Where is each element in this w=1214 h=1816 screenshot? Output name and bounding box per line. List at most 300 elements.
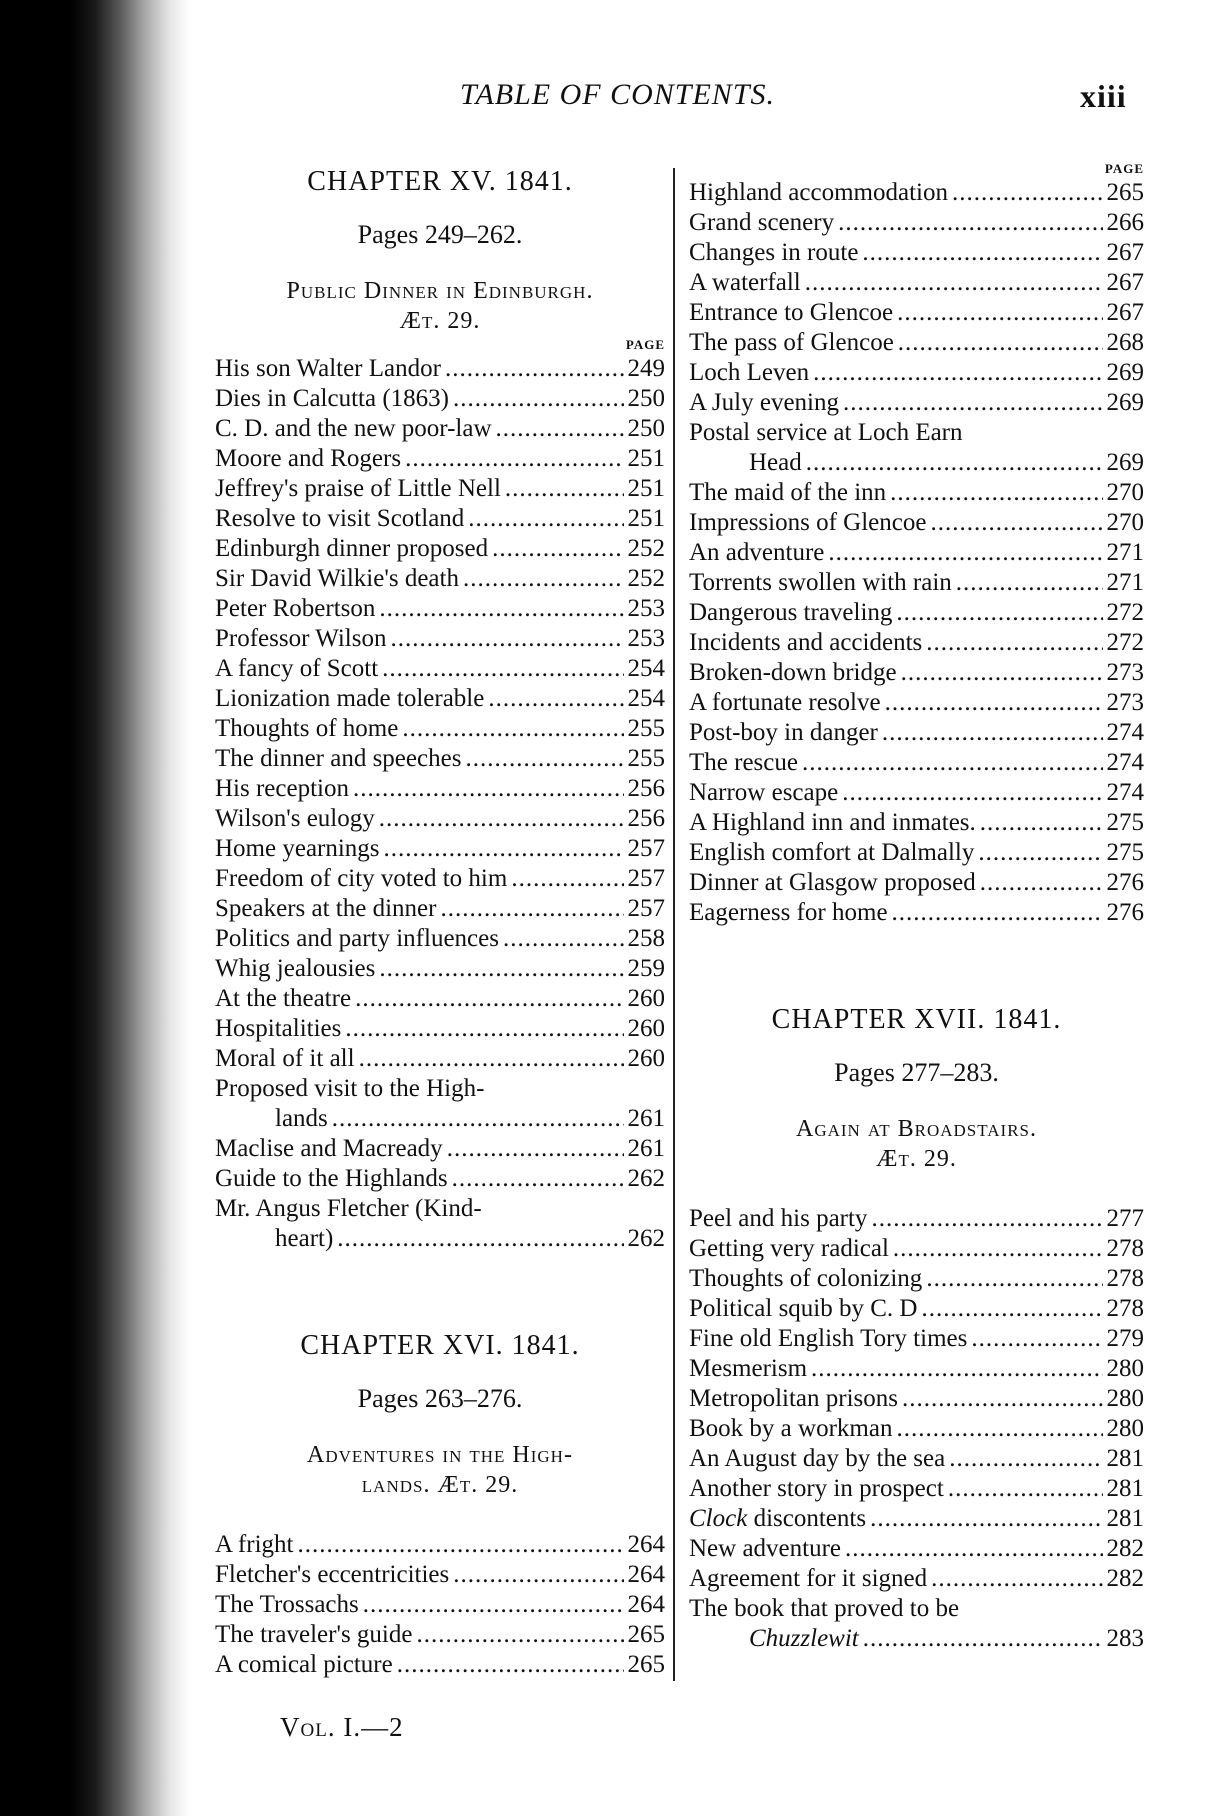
leader-dots xyxy=(384,834,624,864)
toc-entry[interactable] xyxy=(215,774,665,804)
entry-page: 269 xyxy=(1106,449,1144,476)
entry-page: 261 xyxy=(627,1135,665,1162)
entry-text: A fancy of Scott xyxy=(215,655,379,682)
toc-entry[interactable] xyxy=(689,298,1144,328)
entry-text: A waterfall xyxy=(689,269,801,296)
leader-dots xyxy=(901,658,1103,688)
entry-text: Speakers at the dinner xyxy=(215,895,437,922)
toc-entry[interactable] xyxy=(689,898,1144,928)
chapter-15-entries xyxy=(215,354,665,1074)
leader-dots xyxy=(397,1650,624,1680)
entry-page: 264 xyxy=(627,1561,665,1588)
entry-text: The Trossachs xyxy=(215,1591,359,1618)
leader-dots xyxy=(379,954,623,984)
toc-entry[interactable] xyxy=(689,178,1144,208)
leader-dots xyxy=(892,898,1103,928)
leader-dots xyxy=(890,478,1102,508)
page-column-label: PAGE xyxy=(625,337,665,352)
entry-text: Broken-down bridge xyxy=(689,659,897,686)
entry-page: 280 xyxy=(1106,1385,1144,1412)
toc-entry[interactable] xyxy=(689,1354,1144,1384)
leader-dots xyxy=(379,804,624,834)
leader-dots xyxy=(503,924,624,954)
entry-page: 253 xyxy=(627,595,665,622)
chapter-16-entries-cont-b xyxy=(689,478,1144,928)
entry-page: 254 xyxy=(627,655,665,682)
chapter-17-heading: Again at Broadstairs. xyxy=(796,1116,1037,1142)
leader-dots xyxy=(297,1530,623,1560)
chapter-15-age: Æt. 29. xyxy=(399,308,481,334)
entry-page: 282 xyxy=(1106,1565,1144,1592)
entry-text: Head xyxy=(749,449,802,476)
entry-page: 281 xyxy=(1106,1445,1144,1472)
entry-page: 250 xyxy=(627,385,665,412)
leader-dots xyxy=(805,268,1103,298)
entry-text: Lionization made tolerable xyxy=(215,685,485,712)
entry-text: Maclise and Macready xyxy=(215,1135,443,1162)
leader-dots xyxy=(355,984,623,1014)
chapter-15-pages: Pages 249–262. xyxy=(357,220,523,249)
leader-dots xyxy=(505,474,624,504)
entry-text: Hospitalities xyxy=(215,1015,342,1042)
leader-dots xyxy=(379,594,623,624)
toc-entry[interactable] xyxy=(689,1414,1144,1444)
toc-entry[interactable] xyxy=(689,238,1144,268)
toc-entry[interactable] xyxy=(689,568,1144,598)
entry-page: 251 xyxy=(627,505,665,532)
toc-entry[interactable] xyxy=(689,688,1144,718)
toc-entry[interactable] xyxy=(689,508,1144,538)
entry-text: Highland accommodation xyxy=(689,179,948,206)
leader-dots xyxy=(949,1444,1102,1474)
entry-text: Dangerous traveling xyxy=(689,599,893,626)
toc-entry[interactable] xyxy=(689,418,1144,478)
leader-dots xyxy=(862,238,1102,268)
toc-entry[interactable] xyxy=(689,1384,1144,1414)
entry-page: 275 xyxy=(1106,839,1144,866)
chapter-17-title: CHAPTER XVII. 1841. xyxy=(771,1004,1062,1035)
toc-entry[interactable] xyxy=(215,744,665,774)
toc-entry[interactable] xyxy=(689,1474,1144,1504)
entry-text: Thoughts of colonizing xyxy=(689,1265,923,1292)
leader-dots xyxy=(882,718,1103,748)
toc-entry[interactable] xyxy=(215,564,665,594)
running-title: TABLE OF CONTENTS. xyxy=(460,78,775,111)
entry-page: 255 xyxy=(627,745,665,772)
entry-page: 273 xyxy=(1106,689,1144,716)
toc-entry[interactable] xyxy=(689,808,1144,838)
entry-page: 283 xyxy=(1106,1625,1144,1652)
toc-entry[interactable] xyxy=(215,1650,665,1680)
leader-dots xyxy=(440,894,623,924)
toc-entry[interactable] xyxy=(215,504,665,534)
entry-text: Mesmerism xyxy=(689,1355,808,1382)
entry-text: heart) xyxy=(275,1225,334,1252)
chapter-16-entries-cont xyxy=(689,178,1144,418)
entry-text: Political squib by C. D xyxy=(689,1295,918,1322)
leader-dots xyxy=(896,598,1102,628)
toc-entry[interactable] xyxy=(215,384,665,414)
entry-page: 276 xyxy=(1106,869,1144,896)
entry-page: 268 xyxy=(1106,329,1144,356)
toc-entry[interactable] xyxy=(215,534,665,564)
leader-dots xyxy=(931,1564,1102,1594)
toc-entry[interactable] xyxy=(215,624,665,654)
entry-text: Professor Wilson xyxy=(215,625,387,652)
chapter-17-entries-b xyxy=(689,1534,1144,1594)
entry-page: 251 xyxy=(627,445,665,472)
toc-entry[interactable] xyxy=(215,1044,665,1074)
entry-page: 257 xyxy=(627,895,665,922)
entry-text: A Highland inn and inmates. xyxy=(689,809,976,836)
leader-dots xyxy=(811,1354,1102,1384)
toc-entry[interactable] xyxy=(689,208,1144,238)
entry-text: Peel and his party xyxy=(689,1205,868,1232)
toc-entry[interactable] xyxy=(215,1620,665,1650)
toc-entry[interactable] xyxy=(215,984,665,1014)
leader-dots xyxy=(806,448,1103,478)
toc-entry[interactable] xyxy=(689,628,1144,658)
toc-entry[interactable] xyxy=(689,1294,1144,1324)
leader-dots xyxy=(447,1134,624,1164)
entry-page: 269 xyxy=(1106,359,1144,386)
entry-text-italic: Chuzzlewit xyxy=(749,1625,859,1652)
entry-text: Resolve to visit Scotland xyxy=(215,505,465,532)
entry-page: 278 xyxy=(1106,1235,1144,1262)
leader-dots xyxy=(930,508,1102,538)
entry-page: 281 xyxy=(1106,1475,1144,1502)
entry-page: 272 xyxy=(1106,599,1144,626)
toc-entry[interactable] xyxy=(689,598,1144,628)
leader-dots xyxy=(863,1624,1103,1654)
entry-page: 255 xyxy=(627,715,665,742)
leader-dots xyxy=(902,1384,1102,1414)
chapter-15-heading: Public Dinner in Edinburgh. xyxy=(286,278,594,304)
entry-page: 262 xyxy=(627,1225,665,1252)
leader-dots xyxy=(885,688,1103,718)
leader-dots xyxy=(496,414,624,444)
toc-entry[interactable] xyxy=(215,1074,665,1134)
entry-page: 256 xyxy=(627,805,665,832)
toc-entry[interactable] xyxy=(215,474,665,504)
entry-page: 270 xyxy=(1106,509,1144,536)
toc-entry[interactable] xyxy=(689,778,1144,808)
entry-page: 251 xyxy=(627,475,665,502)
leader-dots xyxy=(402,714,623,744)
entry-text: lands xyxy=(275,1105,328,1132)
leader-dots xyxy=(353,774,624,804)
leader-dots xyxy=(463,564,624,594)
leader-dots xyxy=(926,1264,1102,1294)
entry-text: Another story in prospect xyxy=(689,1475,944,1502)
entry-text: C. D. and the new poor-law xyxy=(215,415,492,442)
toc-entry[interactable] xyxy=(689,1534,1144,1564)
entry-page: 279 xyxy=(1106,1325,1144,1352)
entry-text: The dinner and speeches xyxy=(215,745,462,772)
entry-text: Grand scenery xyxy=(689,209,835,236)
entry-text: New adventure xyxy=(689,1535,842,1562)
leader-dots xyxy=(452,1164,624,1194)
entry-page: 266 xyxy=(1106,209,1144,236)
entry-text: Getting very radical xyxy=(689,1235,889,1262)
leader-dots xyxy=(896,1414,1102,1444)
entry-text: Moral of it all xyxy=(215,1045,355,1072)
leader-dots xyxy=(971,1324,1102,1354)
entry-page: 274 xyxy=(1106,719,1144,746)
entry-text: Metropolitan prisons xyxy=(689,1385,899,1412)
entry-page: 256 xyxy=(627,775,665,802)
toc-entry[interactable] xyxy=(215,354,665,384)
toc-entry[interactable] xyxy=(215,1590,665,1620)
leader-dots xyxy=(926,628,1102,658)
toc-entry[interactable] xyxy=(689,328,1144,358)
leader-dots xyxy=(898,328,1103,358)
toc-entry[interactable] xyxy=(215,594,665,624)
toc-entry[interactable] xyxy=(689,838,1144,868)
column-divider xyxy=(673,168,675,1681)
toc-entry[interactable] xyxy=(689,658,1144,688)
entry-page: 250 xyxy=(627,415,665,442)
leader-dots xyxy=(445,354,624,384)
entry-text: Torrents swollen with rain xyxy=(689,569,952,596)
chapter-17-age: Æt. 29. xyxy=(876,1146,957,1172)
leader-dots xyxy=(492,534,623,564)
leader-dots xyxy=(871,1204,1102,1234)
entry-page: 265 xyxy=(627,1621,665,1648)
toc-entry[interactable] xyxy=(215,1194,665,1254)
leader-dots xyxy=(948,1474,1103,1504)
entry-page: 278 xyxy=(1106,1265,1144,1292)
entry-page: 252 xyxy=(627,535,665,562)
entry-page: 272 xyxy=(1106,629,1144,656)
entry-text: Politics and party influences xyxy=(215,925,499,952)
entry-page: 260 xyxy=(627,985,665,1012)
left-column xyxy=(215,160,665,1680)
entry-text: The rescue xyxy=(689,749,798,776)
chapter-16-title: CHAPTER XVI. 1841. xyxy=(300,1330,580,1361)
toc-entry[interactable] xyxy=(689,1504,1144,1534)
toc-entry[interactable] xyxy=(215,1560,665,1590)
entry-page: 282 xyxy=(1106,1535,1144,1562)
entry-text: Entrance to Glencoe xyxy=(689,299,894,326)
leader-dots xyxy=(813,358,1102,388)
toc-entry[interactable] xyxy=(215,804,665,834)
toc-entry[interactable] xyxy=(689,358,1144,388)
entry-page: 281 xyxy=(1106,1505,1144,1532)
toc-entry[interactable] xyxy=(215,924,665,954)
toc-entry[interactable] xyxy=(689,1444,1144,1474)
entry-page: 257 xyxy=(627,865,665,892)
entry-text: Thoughts of home xyxy=(215,715,399,742)
right-column xyxy=(689,160,1144,1654)
entry-text-italic: Clock xyxy=(689,1505,748,1532)
toc-entry[interactable] xyxy=(689,1264,1144,1294)
toc-entry[interactable] xyxy=(215,654,665,684)
toc-entry[interactable] xyxy=(215,954,665,984)
entry-text: Postal service at Loch Earn xyxy=(689,419,963,446)
page-column-label: PAGE xyxy=(1104,161,1144,176)
toc-entry[interactable] xyxy=(215,1014,665,1044)
entry-page: 267 xyxy=(1106,299,1144,326)
entry-text: Whig jealousies xyxy=(215,955,376,982)
toc-entry[interactable] xyxy=(215,864,665,894)
leader-dots xyxy=(453,384,624,414)
toc-entry[interactable] xyxy=(689,1234,1144,1264)
entry-text: The traveler's guide xyxy=(215,1621,413,1648)
entry-page: 249 xyxy=(627,355,665,382)
entry-text: The pass of Glencoe xyxy=(689,329,894,356)
entry-text: A comical picture xyxy=(215,1651,393,1678)
leader-dots xyxy=(828,538,1102,568)
leader-dots xyxy=(897,298,1102,328)
entry-page: 271 xyxy=(1106,539,1144,566)
leader-dots xyxy=(405,444,623,474)
entry-text: Impressions of Glencoe xyxy=(689,509,927,536)
entry-page: 262 xyxy=(627,1165,665,1192)
entry-page: 273 xyxy=(1106,659,1144,686)
entry-text: Dinner at Glasgow proposed xyxy=(689,869,976,896)
entry-page: 252 xyxy=(627,565,665,592)
leader-dots xyxy=(845,1534,1102,1564)
entry-text: A July evening xyxy=(689,389,839,416)
toc-entry[interactable] xyxy=(215,684,665,714)
leader-dots xyxy=(870,1504,1102,1534)
toc-entry[interactable] xyxy=(689,1594,1144,1654)
leader-dots xyxy=(453,1560,623,1590)
entry-page: 269 xyxy=(1106,389,1144,416)
toc-entry[interactable] xyxy=(215,894,665,924)
toc-entry[interactable] xyxy=(215,1530,665,1560)
toc-entry[interactable] xyxy=(215,1164,665,1194)
entry-page: 259 xyxy=(627,955,665,982)
entry-text: Eagerness for home xyxy=(689,899,888,926)
chapter-17-entries xyxy=(689,1204,1144,1504)
chapter-16-heading-cont: lands. Æt. 29. xyxy=(361,1472,519,1498)
toc-entry[interactable] xyxy=(689,538,1144,568)
chapter-16-entries xyxy=(215,1530,665,1680)
entry-text: The maid of the inn xyxy=(689,479,887,506)
toc-entry[interactable] xyxy=(215,444,665,474)
entry-text: Fletcher's eccentricities xyxy=(215,1561,450,1588)
toc-entry[interactable] xyxy=(215,1134,665,1164)
leader-dots xyxy=(956,568,1103,598)
leader-dots xyxy=(893,1234,1103,1264)
entry-page: 280 xyxy=(1106,1415,1144,1442)
leader-dots xyxy=(843,388,1103,418)
leader-dots xyxy=(390,624,623,654)
toc-entry[interactable] xyxy=(215,714,665,744)
entry-page: 265 xyxy=(627,1651,665,1678)
toc-entry[interactable] xyxy=(689,748,1144,778)
entry-text: Peter Robertson xyxy=(215,595,376,622)
entry-page: 261 xyxy=(627,1105,665,1132)
scan-shadow-edge xyxy=(0,0,190,1816)
entry-text: An adventure xyxy=(689,539,825,566)
entry-text: Guide to the Highlands xyxy=(215,1165,448,1192)
entry-text: The book that proved to be xyxy=(689,1595,960,1622)
toc-entry[interactable] xyxy=(215,834,665,864)
entry-text: Mr. Angus Fletcher (Kind- xyxy=(215,1195,482,1222)
entry-text: Dies in Calcutta (1863) xyxy=(215,385,449,412)
entry-text: Sir David Wilkie's death xyxy=(215,565,459,592)
leader-dots xyxy=(363,1590,624,1620)
entry-page: 270 xyxy=(1106,479,1144,506)
entry-page: 267 xyxy=(1106,269,1144,296)
leader-dots xyxy=(978,838,1102,868)
leader-dots xyxy=(921,1294,1102,1324)
entry-text: Home yearnings xyxy=(215,835,380,862)
leader-dots xyxy=(842,778,1102,808)
entry-page: 257 xyxy=(627,835,665,862)
toc-entry[interactable] xyxy=(689,1204,1144,1234)
leader-dots xyxy=(980,868,1103,898)
leader-dots xyxy=(359,1044,624,1074)
leader-dots xyxy=(838,208,1102,238)
chapter-15-entries-b xyxy=(215,1134,665,1194)
entry-text: His son Walter Landor xyxy=(215,355,441,382)
chapter-16-heading: Adventures in the High- xyxy=(307,1442,573,1468)
signature-mark: Vol. I.—2 xyxy=(280,1712,404,1742)
entry-text: His reception xyxy=(215,775,349,802)
entry-text: English comfort at Dalmally xyxy=(689,839,975,866)
toc-entry[interactable] xyxy=(689,388,1144,418)
entry-text: A fortunate resolve xyxy=(689,689,881,716)
leader-dots xyxy=(337,1224,623,1254)
entry-page: 280 xyxy=(1106,1355,1144,1382)
entry-text: Jeffrey's praise of Little Nell xyxy=(215,475,501,502)
entry-text: A fright xyxy=(215,1531,294,1558)
leader-dots xyxy=(468,504,623,534)
entry-page: 271 xyxy=(1106,569,1144,596)
entry-text: Freedom of city voted to him xyxy=(215,865,508,892)
entry-text: Wilson's eulogy xyxy=(215,805,375,832)
entry-page: 265 xyxy=(1106,179,1144,206)
toc-entry[interactable] xyxy=(689,718,1144,748)
toc-entry[interactable] xyxy=(689,268,1144,298)
entry-text: Fine old English Tory times xyxy=(689,1325,968,1352)
entry-page: 254 xyxy=(627,685,665,712)
leader-dots xyxy=(416,1620,623,1650)
toc-entry[interactable] xyxy=(689,478,1144,508)
toc-entry[interactable] xyxy=(689,1564,1144,1594)
toc-entry[interactable] xyxy=(215,414,665,444)
entry-page: 274 xyxy=(1106,749,1144,776)
entry-page: 275 xyxy=(1106,809,1144,836)
leader-dots xyxy=(345,1014,623,1044)
entry-page: 267 xyxy=(1106,239,1144,266)
entry-page: 264 xyxy=(627,1591,665,1618)
leader-dots xyxy=(802,748,1103,778)
toc-entry[interactable] xyxy=(689,1324,1144,1354)
entry-page: 260 xyxy=(627,1015,665,1042)
page-folio: xiii xyxy=(1080,78,1127,114)
entry-page: 274 xyxy=(1106,779,1144,806)
entry-text: Incidents and accidents xyxy=(689,629,923,656)
entry-text: Changes in route xyxy=(689,239,859,266)
toc-entry[interactable] xyxy=(689,868,1144,898)
entry-text: Edinburgh dinner proposed xyxy=(215,535,489,562)
entry-text: Proposed visit to the High- xyxy=(215,1075,485,1102)
entry-page: 264 xyxy=(627,1531,665,1558)
entry-text: An August day by the sea xyxy=(689,1445,946,1472)
entry-text: Book by a workman xyxy=(689,1415,893,1442)
chapter-17-pages: Pages 277–283. xyxy=(834,1058,999,1087)
entry-page: 278 xyxy=(1106,1295,1144,1322)
entry-text: discontents xyxy=(747,1505,867,1532)
leader-dots xyxy=(511,864,623,894)
entry-text: At the theatre xyxy=(215,985,352,1012)
leader-dots xyxy=(488,684,623,714)
